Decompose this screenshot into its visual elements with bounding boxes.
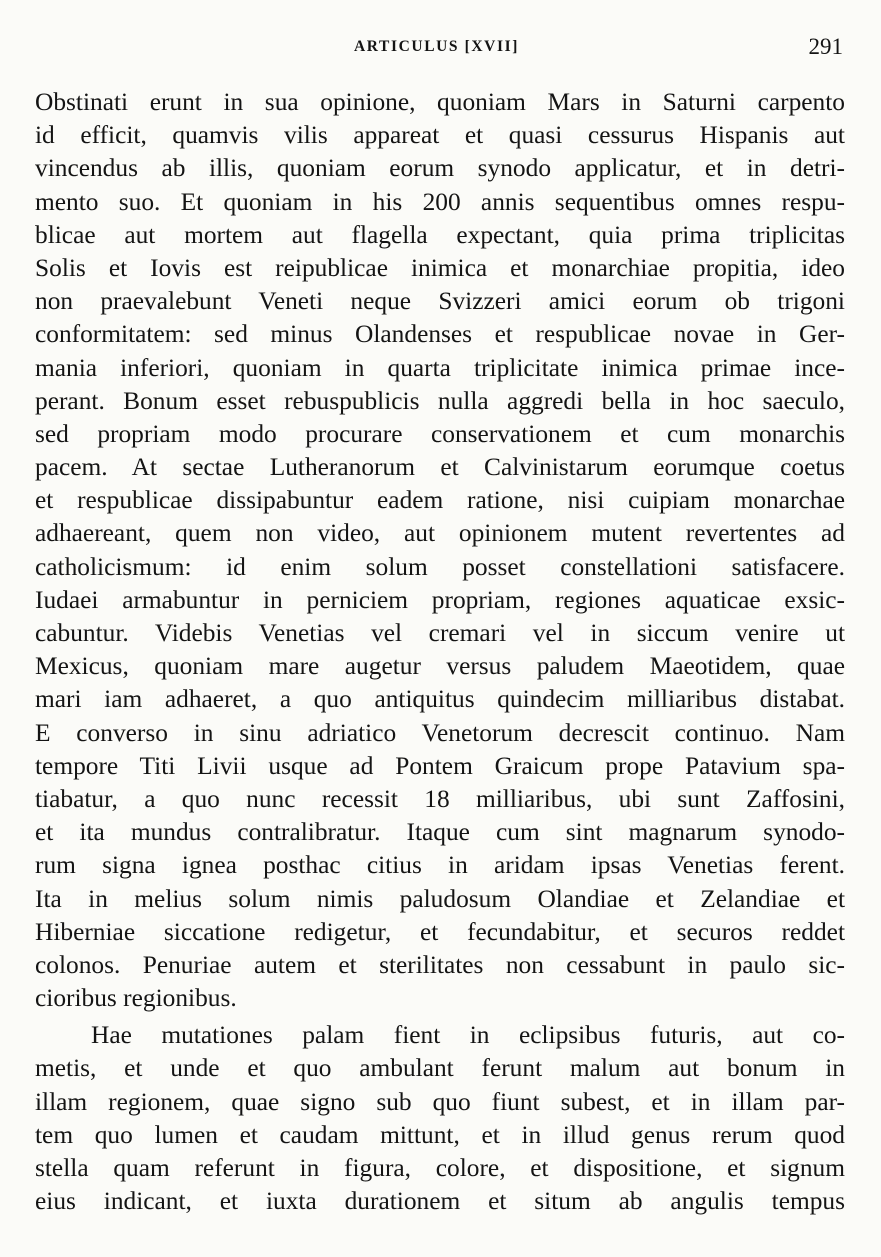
text-line: adhaereant, quem non video, aut opinionem mutent revertentes ad bbox=[35, 519, 845, 548]
page-number: 291 bbox=[808, 34, 843, 59]
text-line: illam regionem, quae signo sub quo fiunt subest, et in illam par- bbox=[35, 1087, 845, 1116]
text-line: stella quam referunt in figura, colore, et dispositione, et signum bbox=[35, 1154, 845, 1182]
text-line: tem quo lumen et caudam mittunt, et in illud genus rerum quod bbox=[35, 1120, 845, 1149]
body-text bbox=[35, 86, 845, 1218]
text-line: Solis et Iovis est reipublicae inimica et monarchiae propitia, ideo bbox=[35, 253, 845, 282]
text-line: Mexicus, quoniam mare augetur versus paludem Maeotidem, quae bbox=[35, 652, 845, 681]
text-line: blicae aut mortem aut flagella expectant, quia prima triplicitas bbox=[35, 220, 845, 249]
text-line: colonos. Penuriae autem et sterilitates non cessabunt in paulo sic- bbox=[35, 950, 845, 979]
text-line: tempore Titi Livii usque ad Pontem Graicum prope Patavium spa- bbox=[35, 751, 845, 780]
text-line: et ita mundus contralibratur. Itaque cum sint magnarum synodo- bbox=[35, 818, 845, 847]
text-line: E converso in sinu adriatico Venetorum decrescit continuo. Nam bbox=[35, 718, 845, 747]
text-line: catholicismum: id enim solum posset constellationi satisfacere. bbox=[35, 552, 845, 581]
text-line: Obstinati erunt in sua opinione, quoniam Mars in Saturni carpento bbox=[35, 88, 845, 116]
text-line: mari iam adhaeret, a quo antiquitus quindecim milliaribus distabat. bbox=[35, 685, 845, 714]
text-line: Hiberniae siccatione redigetur, et fecundabitur, et securos reddet bbox=[35, 917, 845, 946]
text-line: sed propriam modo procurare conservationem et cum monarchis bbox=[35, 419, 845, 448]
text-line: rum signa ignea posthac citius in aridam ipsas Venetias ferent. bbox=[35, 851, 845, 880]
text-line: cabuntur. Videbis Venetias vel cremari vel in siccum venire ut bbox=[35, 619, 845, 647]
text-line: id efficit, quamvis vilis appareat et quasi cessurus Hispanis aut bbox=[35, 121, 845, 150]
text-line: tiabatur, a quo nunc recessit 18 milliaribus, ubi sunt Zaffosini, bbox=[35, 784, 845, 813]
text-line: mania inferiori, quoniam in quarta triplicitate inimica primae ince- bbox=[35, 353, 845, 382]
text-line: Iudaei armabuntur in perniciem propriam, regiones aquaticae exsic- bbox=[35, 585, 845, 614]
running-title: ARTICULUS [XVII] bbox=[354, 38, 520, 55]
paragraph-1 bbox=[35, 86, 845, 1015]
text-line: Hae mutationes palam fient in eclipsibus futuris, aut co- bbox=[91, 1021, 845, 1050]
running-head bbox=[0, 36, 881, 64]
text-line: metis, et unde et quo ambulant ferunt malum aut bonum in bbox=[35, 1054, 845, 1083]
text-line: vincendus ab illis, quoniam eorum synodo applicatur, et in detri- bbox=[35, 154, 845, 183]
text-line: conformitatem: sed minus Olandenses et respublicae novae in Ger- bbox=[35, 320, 845, 349]
text-line: non praevalebunt Veneti neque Svizzeri amici eorum ob trigoni bbox=[35, 287, 845, 316]
text-line: cioribus regionibus. bbox=[35, 984, 237, 1013]
text-line: pacem. At sectae Lutheranorum et Calvinistarum eorumque coetus bbox=[35, 453, 845, 482]
text-line: mento suo. Et quoniam in his 200 annis sequentibus omnes respu- bbox=[35, 187, 845, 216]
text-line: et respublicae dissipabuntur eadem ratione, nisi cuipiam monarchae bbox=[35, 486, 845, 515]
text-line: perant. Bonum esset rebuspublicis nulla aggredi bella in hoc saeculo, bbox=[35, 386, 845, 415]
text-line: eius indicant, et iuxta durationem et situm ab angulis tempus bbox=[35, 1187, 845, 1216]
text-line: Ita in melius solum nimis paludosum Olandiae et Zelandiae et bbox=[35, 884, 845, 913]
paragraph-2 bbox=[35, 1019, 845, 1218]
